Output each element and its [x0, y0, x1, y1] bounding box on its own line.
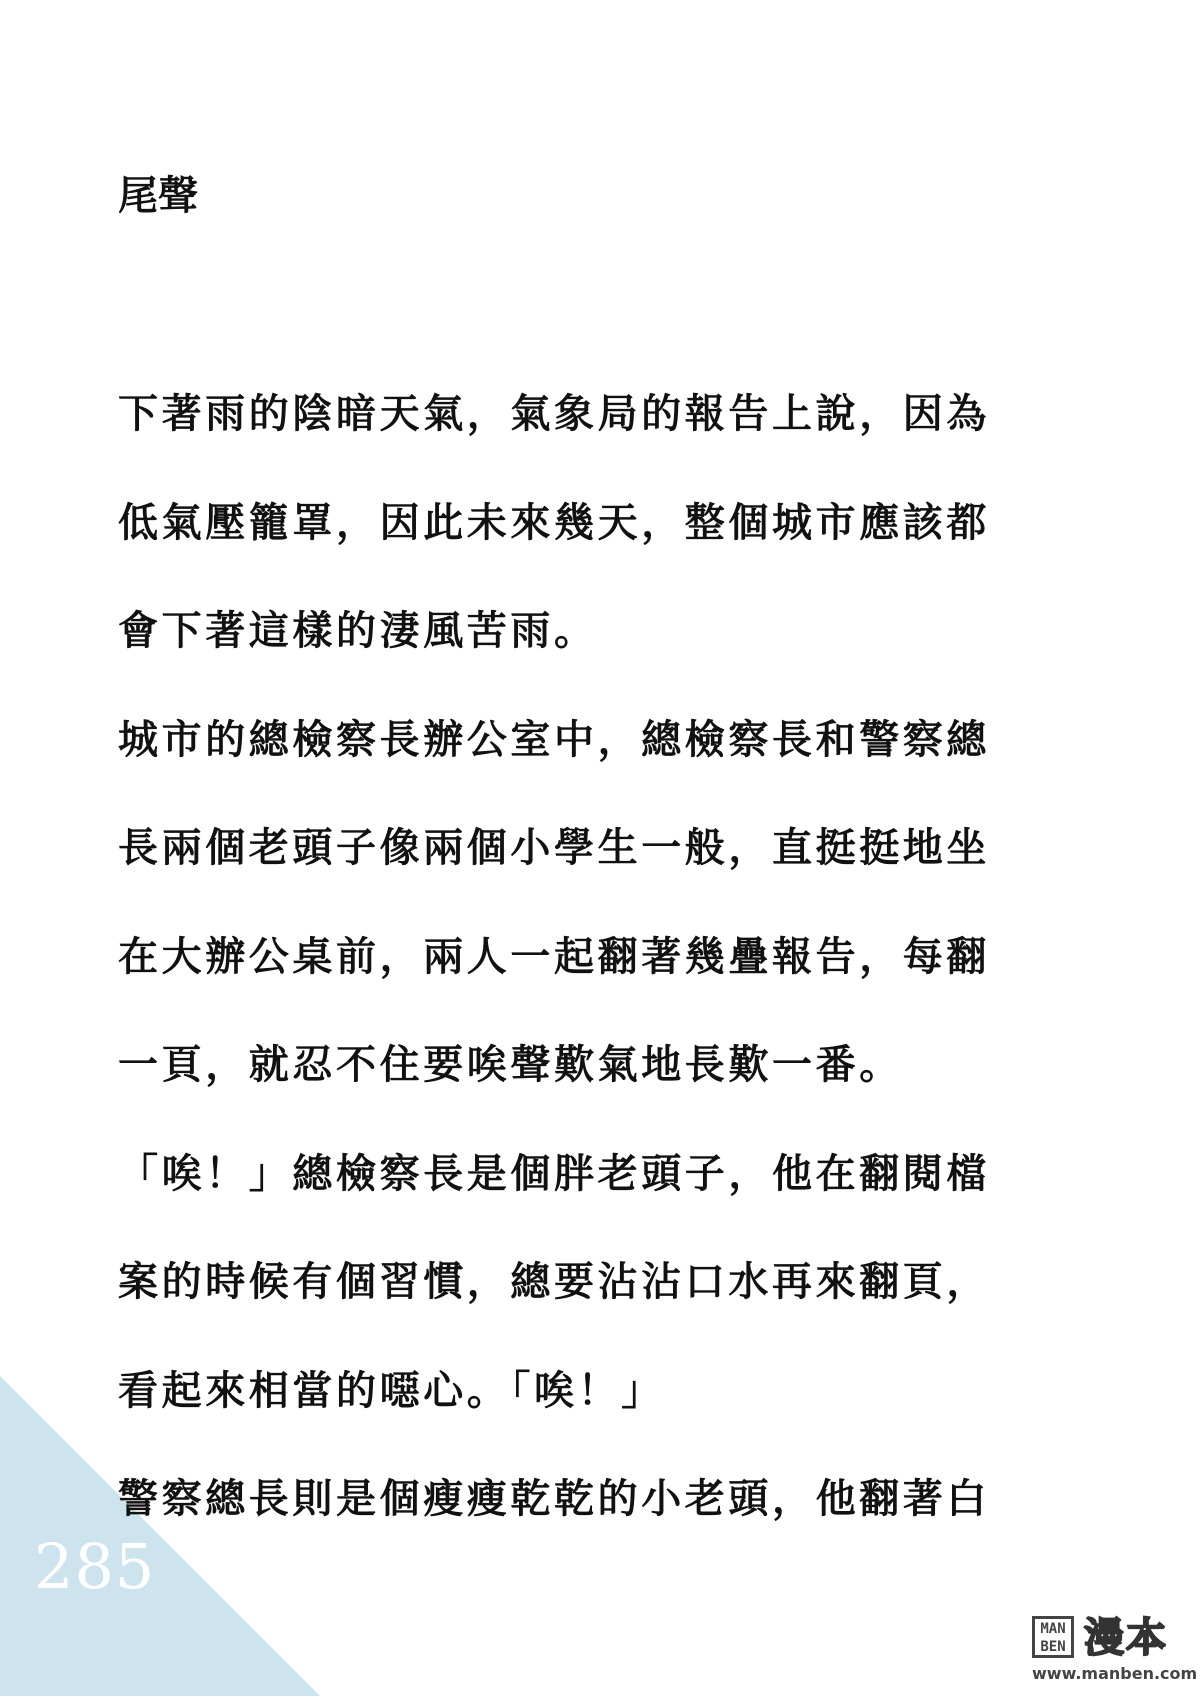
text-line: 「唉！」總檢察長是個胖老頭子，他在翻閱檔 [118, 1150, 990, 1197]
text-line: 下著雨的陰暗天氣，氣象局的報告上說，因為 [118, 391, 990, 437]
watermark-logo [1032, 1615, 1198, 1688]
text-line: 長兩個老頭子像兩個小學生一般，直挺挺地坐 [118, 825, 990, 871]
text-line: 案的時候有個習慣，總要沾沾口水再來翻頁， [118, 1259, 990, 1305]
chapter-title: 尾聲 [118, 173, 198, 219]
text-line: 會下著這樣的淒風苦雨。 [118, 608, 598, 654]
text-line: 在大辦公桌前，兩人一起翻著幾疊報告，每翻 [118, 933, 990, 980]
text-line: 看起來相當的噁心。「唉！」 [118, 1367, 665, 1414]
watermark-url: www.manben.com [1032, 1664, 1198, 1683]
page-number: 285 [34, 1530, 156, 1603]
watermark-box: MAN BEN [1032, 1616, 1074, 1658]
text-line: 一頁，就忍不住要唉聲歎氣地長歎一番。 [118, 1042, 903, 1088]
watermark-text: 漫本 [1084, 1615, 1168, 1661]
text-line: 低氣壓籠罩，因此未來幾天，整個城市應該都 [118, 499, 990, 546]
text-line: 城市的總檢察長辦公室中，總檢察長和警察總 [118, 716, 990, 763]
body-text [118, 391, 1098, 1588]
text-line: 警察總長則是個瘦瘦乾乾的小老頭，他翻著白 [118, 1476, 990, 1522]
